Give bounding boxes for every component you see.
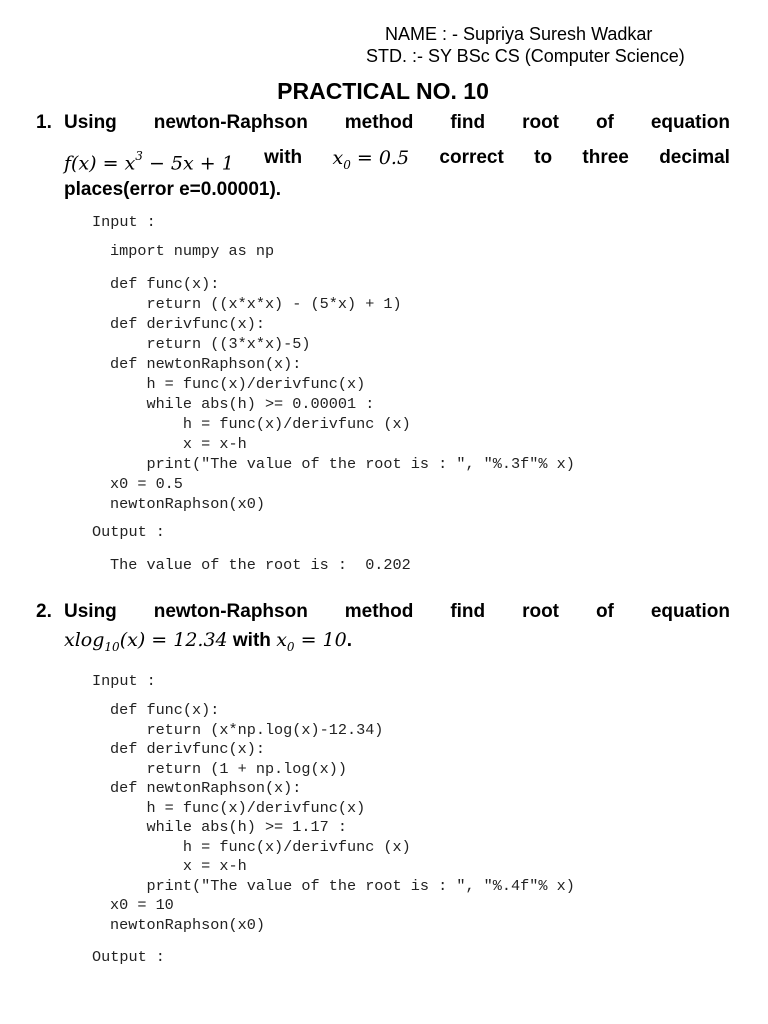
code-line: x0 = 0.5 [110, 475, 183, 493]
code-line: def derivfunc(x): [110, 315, 265, 333]
code-line: x = x-h [110, 857, 247, 875]
code-line: x0 = 10 [110, 896, 174, 914]
input-label: Input : [92, 672, 156, 690]
output-label: Output : [92, 948, 165, 966]
code-line: while abs(h) >= 1.17 : [110, 818, 347, 836]
code-line: h = func(x)/derivfunc(x) [110, 375, 366, 393]
output-label: Output : [92, 523, 165, 541]
code-line: def newtonRaphson(x): [110, 355, 302, 373]
code-line: h = func(x)/derivfunc (x) [110, 837, 411, 856]
code-line: def newtonRaphson(x): [110, 779, 302, 797]
code-block [110, 274, 575, 514]
initial-guess: $x_0 = 10$ [276, 629, 347, 654]
code-line: h = func(x)/derivfunc (x) [110, 415, 411, 433]
code-line: print("The value of the root is : ", "%.4f"% x) [110, 876, 575, 895]
code-line: newtonRaphson(x0) [110, 495, 265, 513]
page-title: PRACTICAL NO. 10 [277, 78, 489, 104]
code-block [110, 701, 575, 935]
code-line: return ((x*x*x) - (5*x) + 1) [110, 295, 402, 313]
student-name: NAME : - Supriya Suresh Wadkar [385, 24, 653, 44]
question-1-line-3: places(error e=0.00001). [64, 178, 282, 200]
question-2 [36, 598, 730, 661]
question-number: 1. [36, 112, 52, 133]
question-number: 2. [36, 601, 52, 622]
code-line: return ((3*x*x)-5) [110, 335, 311, 353]
code-line: while abs(h) >= 0.00001 : [110, 395, 375, 413]
code-line: def func(x): [110, 275, 220, 293]
initial-guess: $x_0 = 0.5$ [332, 147, 410, 172]
question-2-line-2: xlog$_{10}$(x) = 12.34 with $x_0 = 10$. [64, 629, 353, 654]
code-line: newtonRaphson(x0) [110, 915, 265, 934]
input-label: Input : [92, 213, 156, 231]
code-line: def derivfunc(x): [110, 740, 265, 758]
question-1 [36, 109, 730, 204]
code-line: h = func(x)/derivfunc(x) [110, 798, 366, 817]
code-line: return (1 + np.log(x)) [110, 759, 347, 778]
question-2-line-1: Using newton-Raphson method find root of equation [64, 601, 730, 622]
code-line: x = x-h [110, 435, 247, 453]
code-line: def func(x): [110, 701, 220, 719]
import-line: import numpy as np [110, 242, 275, 260]
equation: xlog$_{10}$(x) = 12.34 [64, 629, 228, 654]
code-line: print("The value of the root is : ", "%.3f"% x) [110, 455, 575, 473]
student-class: STD. :- SY BSc CS (Computer Science) [366, 46, 685, 66]
output-value: The value of the root is : 0.202 [110, 556, 411, 574]
question-1-line-1: Using newton-Raphson method find root of equation [64, 112, 730, 133]
code-line: return (x*np.log(x)-12.34) [110, 720, 384, 739]
equation: $f(x) = x^3 - 5x + 1$ [64, 149, 234, 175]
question-1-line-2: $f(x) = x^3 - 5x + 1$ with $x_0 = 0.5$ correct to three decimal [64, 144, 730, 179]
